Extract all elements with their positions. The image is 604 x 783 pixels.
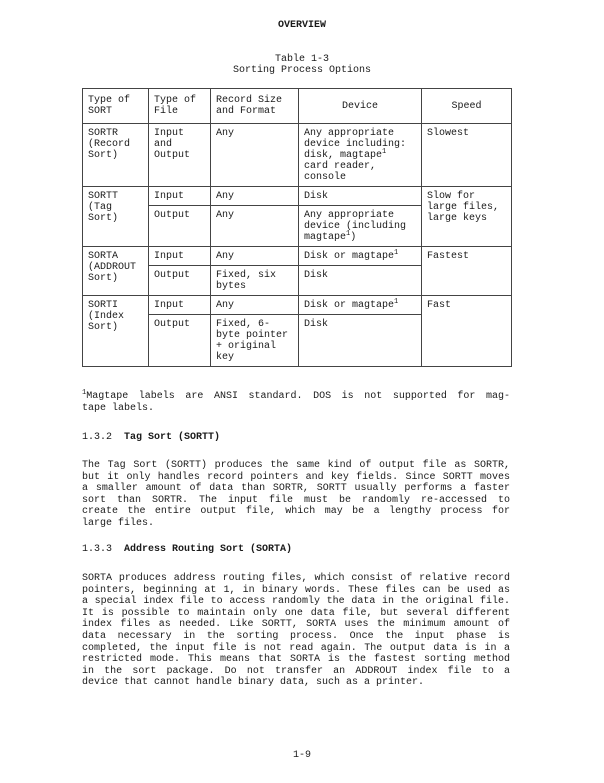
- sort-type-cell: SORTT (Tag Sort): [83, 187, 149, 247]
- page-number: 1-9: [292, 750, 311, 761]
- table-caption: Sorting Process Options: [232, 65, 372, 76]
- section-number: 1.3.2: [82, 432, 113, 443]
- paragraph-line: sort than SORTR. The input file must be randomly re-accessed to: [82, 494, 510, 506]
- device-cell: Disk or magtape$^1$: [299, 296, 422, 315]
- table-row: [83, 296, 512, 315]
- device-cell: Any appropriate device (including magtape$^1$): [299, 206, 422, 247]
- paragraph-line: create the entire output file, which may be a lengthy process for: [82, 506, 510, 518]
- sort-type-cell: SORTI (Index Sort): [83, 296, 149, 367]
- file-type-cell: Output: [149, 206, 211, 247]
- paragraph-line: pointers, beginning at 1, in binary words. These files can be used as: [82, 584, 510, 596]
- device-cell: Any appropriate device including: disk, magtape$^1$ card reader, console: [299, 124, 422, 187]
- section-header: OVERVIEW: [277, 20, 326, 31]
- file-type-cell: Input: [149, 247, 211, 266]
- paragraph-line: SORTA produces address routing files, which consist of relative record: [82, 573, 510, 584]
- record-format-cell: Fixed, six bytes: [211, 266, 299, 296]
- section-title: Tag Sort (SORTT): [124, 432, 221, 443]
- sorting-options-table: [82, 88, 512, 367]
- footnote-line: tape labels.: [82, 402, 155, 414]
- section-heading: [82, 544, 292, 555]
- section-paragraph: [82, 573, 510, 689]
- paragraph-line: index files as needed. Like SORTT, SORTA uses the minimum amount of: [82, 619, 510, 631]
- paragraph-line: a smaller amount of data than SORTR, SORTT usually performs a faster: [82, 483, 510, 495]
- column-header: Record Size and Format: [211, 89, 299, 124]
- footnote-mark: 1: [82, 389, 87, 397]
- file-type-cell: Output: [149, 315, 211, 367]
- file-type-cell: Output: [149, 266, 211, 296]
- table-row: [83, 187, 512, 206]
- column-header: Type of SORT: [83, 89, 149, 124]
- section-paragraph: [82, 460, 510, 530]
- record-format-cell: Any: [211, 247, 299, 266]
- paragraph-line: restricted mode. This means that SORTA is the fastest sorting method: [82, 654, 510, 666]
- section-heading: [82, 432, 220, 443]
- sort-type-cell: SORTR (Record Sort): [83, 124, 149, 187]
- speed-cell: Fast: [422, 296, 512, 367]
- device-cell: Disk: [299, 266, 422, 296]
- paragraph-line: It is possible to maintain only one data file, but several different: [82, 607, 510, 619]
- paragraph-line: a special index file to access randomly the data in the original file.: [82, 596, 510, 608]
- device-cell: Disk: [299, 187, 422, 206]
- table-row: [83, 124, 512, 187]
- section-title: Address Routing Sort (SORTA): [124, 544, 293, 555]
- paragraph-line: large files.: [82, 517, 155, 529]
- paragraph-line: in the sort package. Do not transfer an ADDROUT index file to a: [82, 665, 510, 677]
- device-cell: Disk or magtape$^1$: [299, 247, 422, 266]
- file-type-cell: Input and Output: [149, 124, 211, 187]
- paragraph-line: but it only handles record pointers and key fields. Since SORTT moves: [82, 471, 510, 483]
- record-format-cell: Fixed, 6- byte pointer + original key: [211, 315, 299, 367]
- paragraph-line: The Tag Sort (SORTT) produces the same kind of output file as SORTR,: [82, 460, 510, 471]
- speed-cell: Slow for large files, large keys: [422, 187, 512, 247]
- paragraph-line: device that cannot handle binary data, such as a printer.: [82, 677, 425, 689]
- column-header: Speed: [422, 89, 512, 124]
- sort-type-cell: SORTA (ADDROUT Sort): [83, 247, 149, 296]
- file-type-cell: Input: [149, 187, 211, 206]
- table-number: Table 1-3: [274, 54, 329, 65]
- column-header: Device: [299, 89, 422, 124]
- device-cell: Disk: [299, 315, 422, 367]
- table-footnote: [82, 391, 510, 414]
- column-header: Type of File: [149, 89, 211, 124]
- section-number: 1.3.3: [82, 544, 113, 555]
- speed-cell: Fastest: [422, 247, 512, 296]
- footnote-line: Magtape labels are ANSI standard. DOS is not supported for mag-: [86, 391, 510, 402]
- record-format-cell: Any: [211, 124, 299, 187]
- file-type-cell: Input: [149, 296, 211, 315]
- record-format-cell: Any: [211, 296, 299, 315]
- table-row: [83, 247, 512, 266]
- speed-cell: Slowest: [422, 124, 512, 187]
- record-format-cell: Any: [211, 187, 299, 206]
- record-format-cell: Any: [211, 206, 299, 247]
- paragraph-line: completed, the input file is not read again. The output data is in a: [82, 642, 510, 654]
- table-header-row: [83, 89, 512, 124]
- paragraph-line: data necessary in the sorting process. Once the input phase is: [82, 630, 510, 642]
